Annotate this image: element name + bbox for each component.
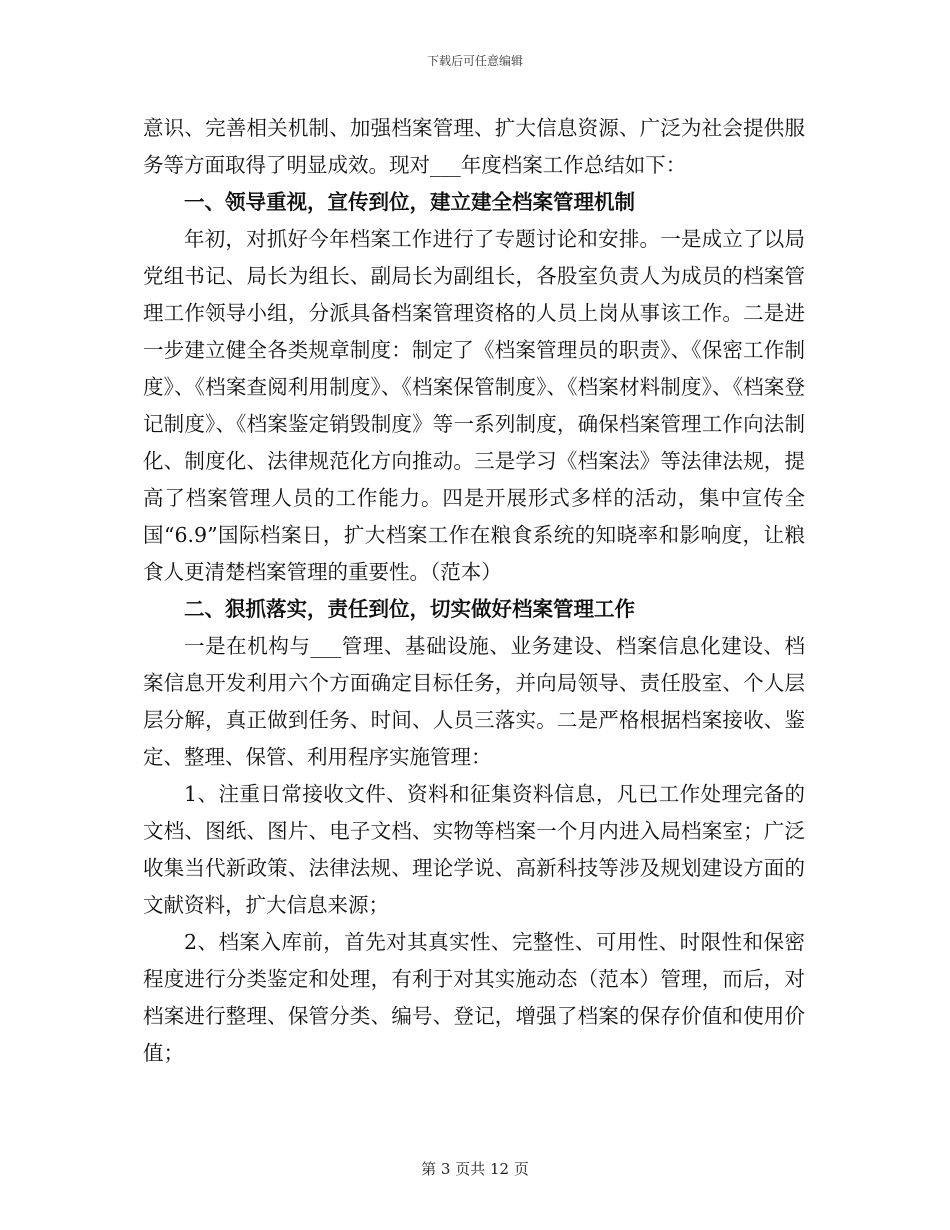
paragraph-section-2: 一是在机构与___管理、基础设施、业务建设、档案信息化建设、档案信息开发利用六个方面确定目标任务，并向局领导、责任股室、个人层层分解，真正做到任务、时间、人员三落实。二是严格根据档案接收、鉴定、整理、保管、利用程序实施管理：	[143, 634, 805, 769]
document-body	[143, 110, 805, 1072]
paragraph-item-1: 1、注重日常接收文件、资料和征集资料信息，凡已工作处理完备的文档、图纸、图片、电子文档、实物等档案一个月内进入局档案室；广泛收集当代新政策、法律法规、理论学说、高新科技等涉及规划建设方面的文献资料，扩大信息来源；	[143, 782, 805, 917]
paragraph-item-2: 2、档案入库前，首先对其真实性、完整性、可用性、时限性和保密程度进行分类鉴定和处理，有利于对其实施动态（范本）管理，而后，对档案进行整理、保管分类、编号、登记，增强了档案的保存价值和使用价值；	[143, 930, 805, 1065]
section-heading-2: 二、狠抓落实，责任到位，切实做好档案管理工作	[184, 597, 635, 621]
paragraph-intro-continuation: 意识、完善相关机制、加强档案管理、扩大信息资源、广泛为社会提供服务等方面取得了明显成效。现对___年度档案工作总结如下：	[143, 116, 805, 177]
section-heading-1: 一、领导重视，宣传到位，建立建全档案管理机制	[184, 190, 635, 214]
page-header: 下载后可任意编辑	[426, 54, 523, 68]
paragraph-section-1: 年初，对抓好今年档案工作进行了专题讨论和安排。一是成立了以局党组书记、局长为组长、副局长为副组长，各股室负责人为成员的档案管理工作领导小组，分派具备档案管理资格的人员上岗从事该工作。二是进一步建立健全各类规章制度：制定了《档案管理员的职责》、《保密工作制度》、《档案查阅利用制度》、《档案保管制度》、《档案材料制度》、《档案登记制度》、《档案鉴定销毁制度》等一系列制度，确保档案管理工作向法制化、制度化、法律规范化方向推动。三是学习《档案法》等法律法规，提高了档案管理人员的工作能力。四是开展形式多样的活动，集中宣传全国“6.9”国际档案日，扩大档案工作在粮食系统的知晓率和影响度，让粮食人更清楚档案管理的重要性。（范本）	[143, 227, 805, 584]
page-footer: 第 3 页共 12 页	[421, 1160, 529, 1178]
